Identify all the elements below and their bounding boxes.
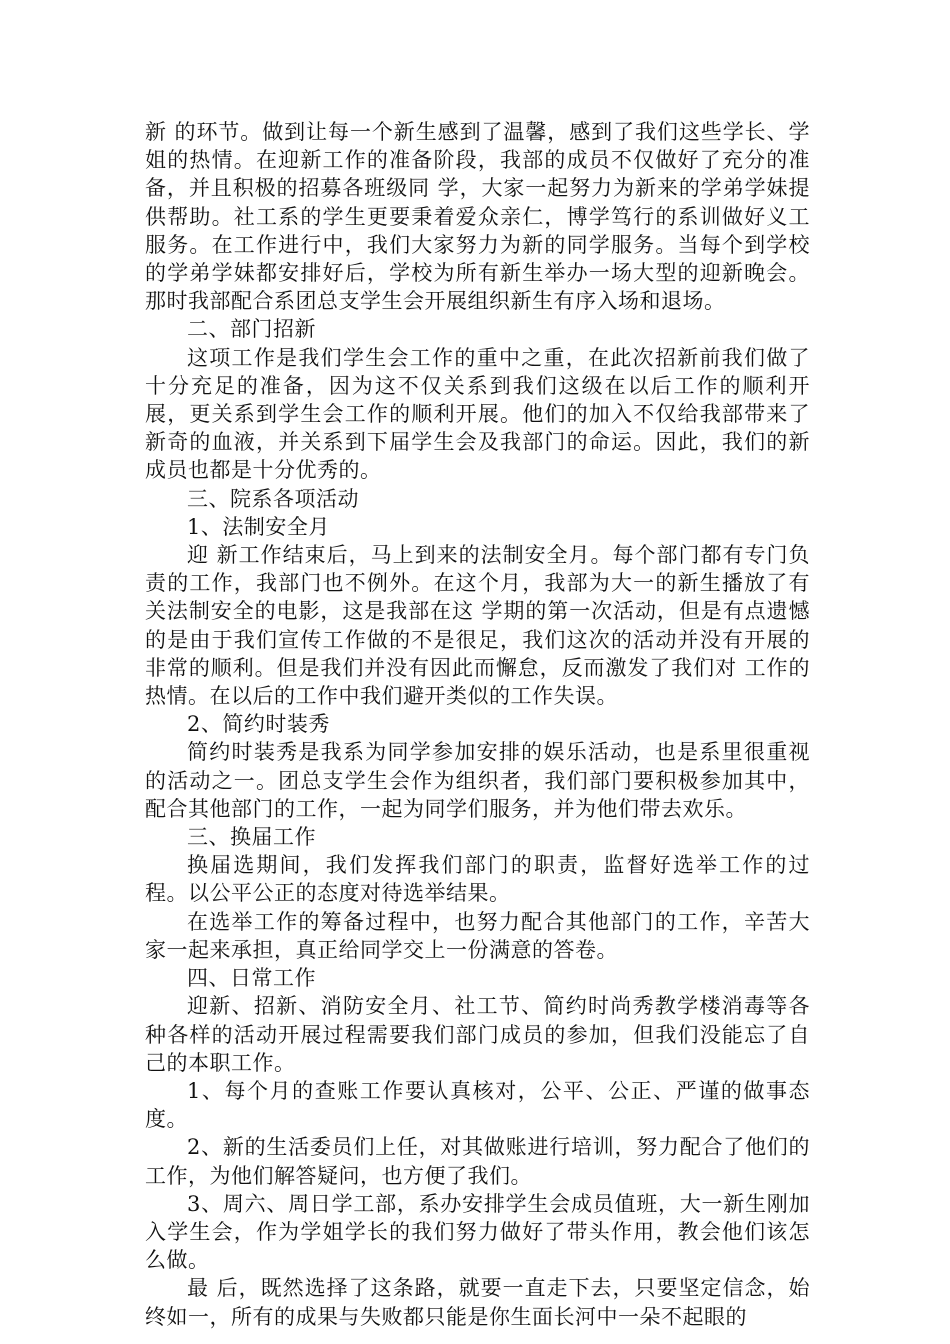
paragraph-closing: 最 后，既然选择了这条路，就要一直走下去，只要坚定信念，始终如一，所有的成果与失败都只能是你生面长河中一朵不起眼的 <box>145 1276 810 1329</box>
list-item-duty: 3、周六、周日学工部，系办安排学生会成员值班，大一新生刚加入学生会，作为学姐学长的我们努力做好了带头作用，教会他们该怎么做。 <box>145 1191 810 1273</box>
subheading-fashion-show: 2、简约时装秀 <box>187 712 330 737</box>
heading-election: 三、换届工作 <box>187 825 316 850</box>
heading-recruitment: 二、部门招新 <box>187 317 316 342</box>
heading-daily-work: 四、日常工作 <box>187 966 316 991</box>
heading-activities: 三、院系各项活动 <box>187 486 359 511</box>
paragraph-daily-work: 迎新、招新、消防安全月、社工节、简约时尚秀教学楼消毒等各种各样的活动开展过程需要我们部门成员的参加，但我们没能忘了自己的本职工作。 <box>145 994 810 1075</box>
paragraph-orientation-end: 新 的环节。做到让每一个新生感到了温馨，感到了我们这些学长、学姐的热情。在迎新工作的准备阶段，我部的成员不仅做好了充分的准备，并且积极的招募各班级同 学，大家一起努力为新来的学弟学妹提供帮助。社工系的学生更要秉着爱众亲仁，博学笃行的系训做好义工服务。在工作进行中，我们大家努力为新的同学服务。当每个到学校的学弟学妹都安排好后，学校为所有新生举办一场大型的迎新晚会。那时我部配合系团总支学生会开展组织新生有序入场和退场。 <box>145 120 810 314</box>
paragraph-election-2: 在选举工作的筹备过程中，也努力配合其他部门的工作，辛苦大家一起来承担，真正给同学交上一份满意的答卷。 <box>145 909 810 962</box>
list-item-audit: 1、每个月的查账工作要认真核对，公平、公正、严谨的做事态度。 <box>145 1078 810 1132</box>
subheading-legal-safety-month: 1、法制安全月 <box>187 514 330 539</box>
document-page <box>145 118 810 1331</box>
paragraph-fashion-show: 简约时装秀是我系为同学参加安排的娱乐活动，也是系里很重视的活动之一。团总支学生会作为组织者，我们部门要积极参加其中，配合其他部门的工作，一起为同学们服务，并为他们带去欢乐。 <box>145 740 810 821</box>
paragraph-election-1: 换届选期间，我们发挥我们部门的职责，监督好选举工作的过程。以公平公正的态度对待选举结果。 <box>145 853 810 906</box>
list-item-training: 2、新的生活委员们上任，对其做账进行培训，努力配合了他们的工作，为他们解答疑问，也方便了我们。 <box>145 1135 810 1188</box>
paragraph-legal-safety-month: 迎 新工作结束后，马上到来的法制安全月。每个部门都有专门负责的工作，我部门也不例外。在这个月，我部为大一的新生播放了有关法制安全的电影，这是我部在这 学期的第一次活动，但是有点遗憾的是由于我们宣传工作做的不是很足，我们这次的活动并没有开展的非常的顺利。但是我们并没有因此而懈怠，反而激发了我们对 工作的热情。在以后的工作中我们避开类似的工作失误。 <box>145 543 810 709</box>
paragraph-recruitment: 这项工作是我们学生会工作的重中之重，在此次招新前我们做了十分充足的准备，因为这不仅关系到我们这级在以后工作的顺利开展，更关系到学生会工作的顺利开展。他们的加入不仅给我部带来了新奇的血液，并关系到下届学生会及我部门的命运。因此，我们的新成员也都是十分优秀的。 <box>145 345 810 483</box>
